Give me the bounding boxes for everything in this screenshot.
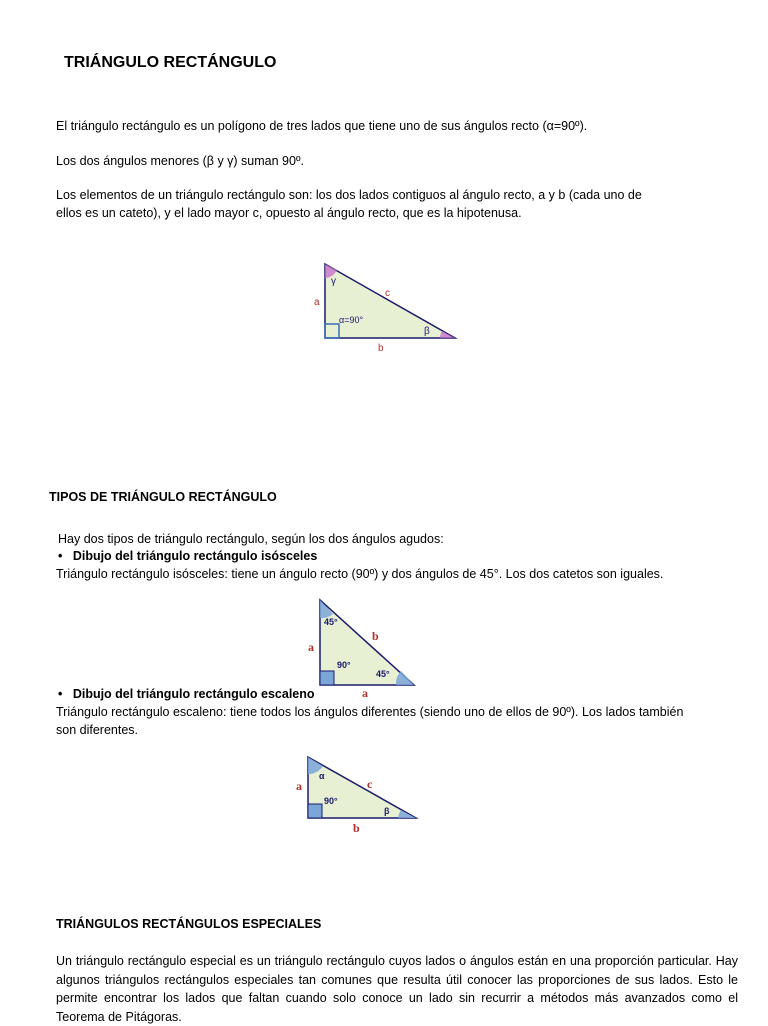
bullet-mark: • bbox=[58, 549, 63, 563]
page-title: TRIÁNGULO RECTÁNGULO bbox=[64, 54, 277, 71]
scalene-desc-2: son diferentes. bbox=[56, 723, 138, 737]
label-b: b bbox=[378, 343, 384, 354]
scalene-desc-1: Triángulo rectángulo escaleno: tiene todos los ángulos diferentes (siendo uno de ellos de 90º). Los lados también bbox=[56, 705, 684, 719]
right-angle-box bbox=[320, 671, 334, 685]
label-base-angle: 45° bbox=[376, 669, 390, 679]
triangle-shape bbox=[308, 757, 416, 818]
triangle-shape bbox=[325, 264, 455, 338]
label-a: a bbox=[314, 297, 320, 308]
beta-arc bbox=[398, 810, 416, 818]
beta-arc bbox=[440, 331, 455, 338]
figure-isosceles-triangle bbox=[300, 596, 430, 700]
special-heading: TRIÁNGULOS RECTÁNGULOS ESPECIALES bbox=[56, 917, 322, 931]
scalene-title: Dibujo del triángulo rectángulo escaleno bbox=[72, 687, 315, 701]
label-beta: β bbox=[384, 806, 390, 816]
special-paragraph: Un triángulo rectángulo especial es un triángulo rectángulo cuyos lados o ángulos están en una proporción particular. Hay algunos triángulos rectángulos especiales tan comunes que resulta útil conocer las proporciones de sus lados. Esto le permite encontrar los lados que faltan cuando solo conoce un lado sin recurrir a métodos más avanzados como el Teorema de Pitágoras. bbox=[56, 954, 738, 1024]
label-alpha: α bbox=[319, 771, 325, 781]
label-a: a bbox=[296, 779, 302, 793]
label-b: b bbox=[372, 629, 379, 643]
intro-line-2: Los dos ángulos menores (β y γ) suman 90º. bbox=[56, 154, 304, 168]
intro-line-1: El triángulo rectángulo es un polígono de tres lados que tiene uno de sus ángulos recto (α=90º). bbox=[56, 119, 588, 133]
label-c: c bbox=[367, 777, 373, 791]
types-heading: TIPOS DE TRIÁNGULO RECTÁNGULO bbox=[49, 490, 277, 504]
isosceles-desc: Triángulo rectángulo isósceles: tiene un ángulo recto (90º) y dos ángulos de 45°. Los dos catetos son iguales. bbox=[56, 567, 664, 581]
bullet-isosceles bbox=[58, 547, 317, 565]
intro-line-3: Los elementos de un triángulo rectángulo son: los dos lados contiguos al ángulo recto, a y b (cada uno de bbox=[56, 188, 642, 202]
label-top-angle: 45° bbox=[324, 617, 338, 627]
bullet-scalene bbox=[58, 685, 315, 703]
label-a-side: a bbox=[308, 640, 314, 654]
label-b: b bbox=[353, 821, 360, 835]
label-beta: β bbox=[424, 326, 430, 337]
label-alpha: α=90° bbox=[339, 315, 364, 325]
bullet-mark: • bbox=[58, 687, 63, 701]
isosceles-title: Dibujo del triángulo rectángulo isósceles bbox=[72, 549, 318, 563]
right-angle-box bbox=[308, 804, 322, 818]
figure-right-triangle bbox=[300, 258, 470, 358]
types-intro: Hay dos tipos de triángulo rectángulo, según los dos ángulos agudos: bbox=[58, 532, 444, 546]
label-a-bottom: a bbox=[362, 686, 368, 700]
intro-line-4: ellos es un cateto), y el lado mayor c, opuesto al ángulo recto, que es la hipotenusa. bbox=[56, 206, 522, 220]
label-right: 90° bbox=[337, 660, 351, 670]
label-c: c bbox=[385, 288, 390, 299]
label-right: 90° bbox=[324, 796, 338, 806]
figure-scalene-triangle bbox=[290, 752, 425, 837]
label-gamma: γ bbox=[331, 276, 336, 287]
